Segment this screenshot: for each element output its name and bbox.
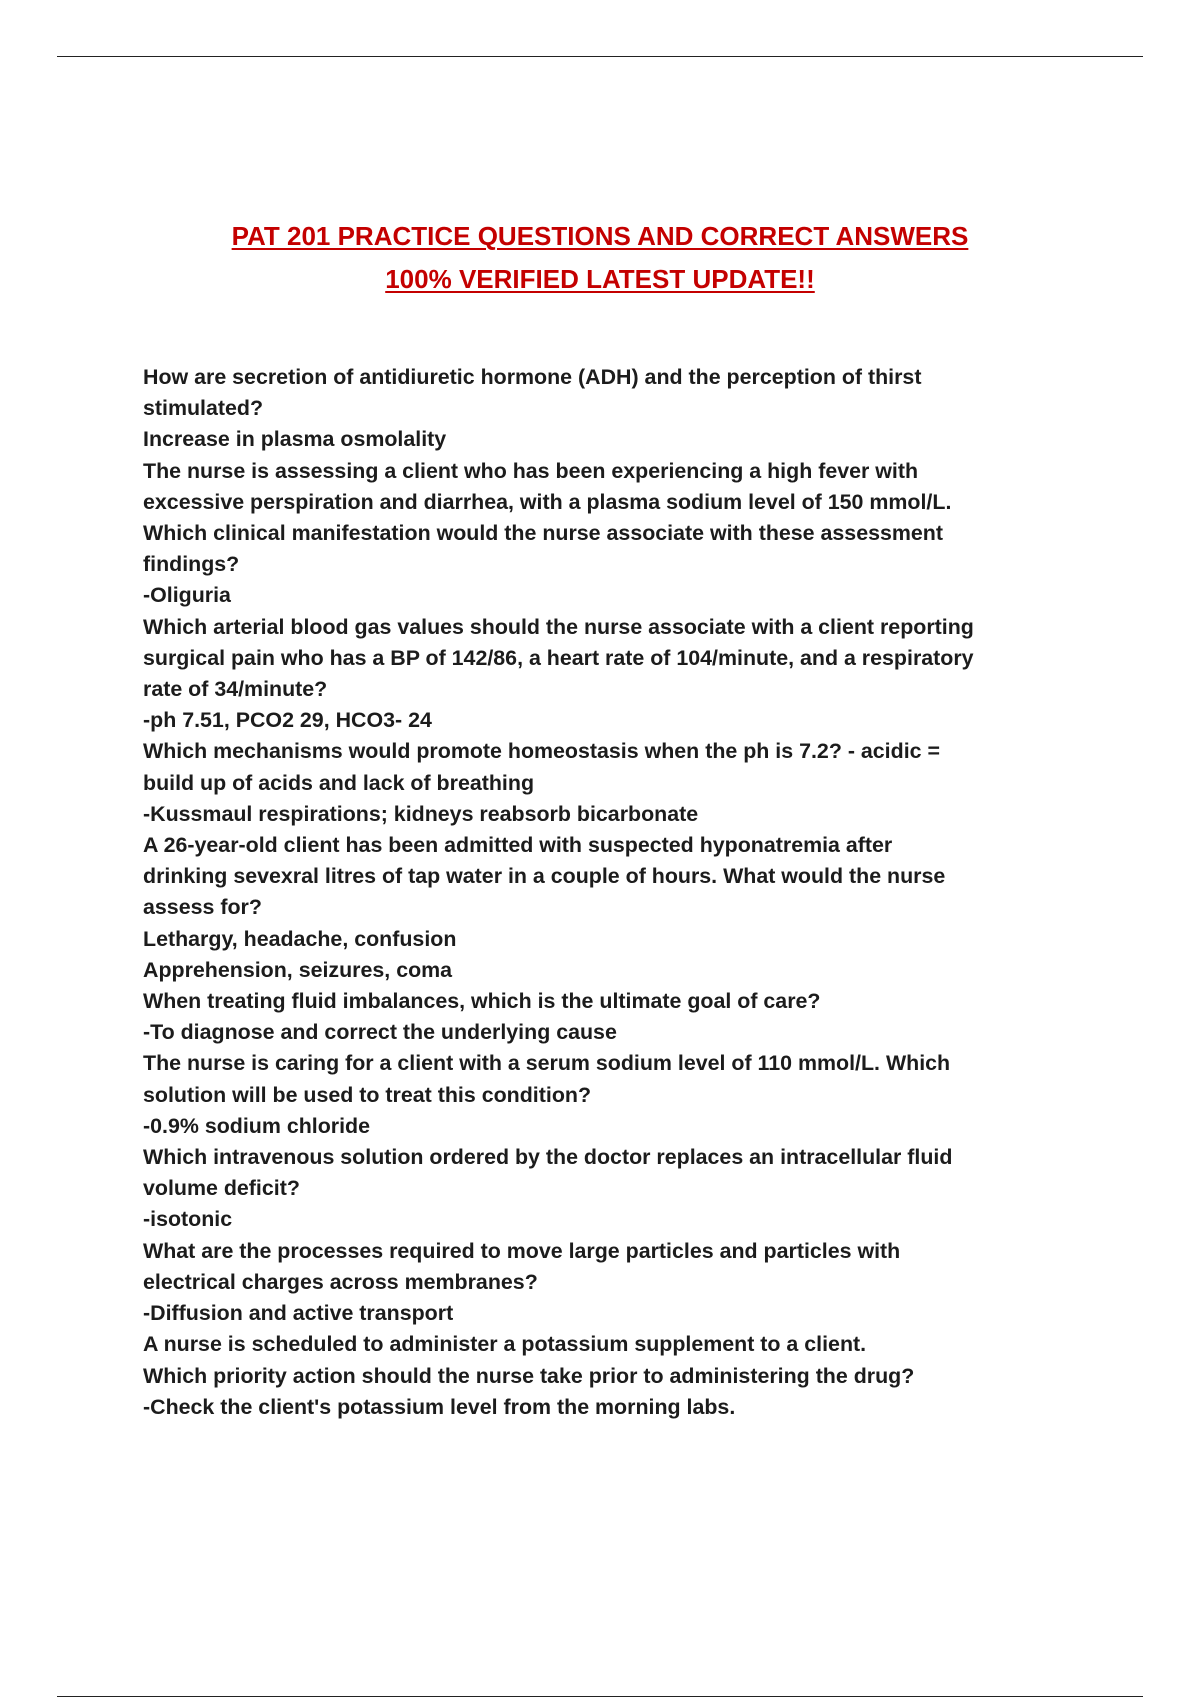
text-line: solution will be used to treat this condition? xyxy=(143,1082,592,1107)
text-line: surgical pain who has a BP of 142/86, a heart rate of 104/minute, and a respiratory xyxy=(143,645,974,670)
text-line: volume deficit? xyxy=(143,1176,300,1201)
text-line: drinking sevexral litres of tap water in a couple of hours. What would the nurse xyxy=(143,864,946,889)
text-line: -Oliguria xyxy=(143,583,231,608)
text-line: rate of 34/minute? xyxy=(143,677,328,702)
text-line: electrical charges across membranes? xyxy=(143,1269,538,1294)
text-line: How are secretion of antidiuretic hormone (ADH) and the perception of thirst xyxy=(143,365,922,389)
text-line: findings? xyxy=(143,552,240,577)
text-line: -isotonic xyxy=(143,1207,233,1232)
text-line: assess for? xyxy=(143,895,262,920)
text-line: excessive perspiration and diarrhea, with a plasma sodium level of 150 mmol/L. xyxy=(143,489,952,514)
text-line: Which clinical manifestation would the nurse associate with these assessment xyxy=(143,521,943,546)
text-line: -Check the client's potassium level from the morning labs. xyxy=(143,1394,736,1419)
text-line: The nurse is caring for a client with a serum sodium level of 110 mmol/L. Which xyxy=(143,1051,951,1076)
text-line: Which mechanisms would promote homeostasis when the ph is 7.2? - acidic = xyxy=(143,739,940,764)
text-line: -Diffusion and active transport xyxy=(143,1301,454,1326)
text-line: -0.9% sodium chloride xyxy=(143,1113,371,1138)
text-line: -To diagnose and correct the underlying cause xyxy=(143,1020,617,1045)
text-line: What are the processes required to move large particles and particles with xyxy=(143,1238,901,1263)
text-line: -ph 7.51, PCO2 29, HCO3- 24 xyxy=(143,708,432,733)
text-line: Lethargy, headache, confusion xyxy=(143,926,457,951)
qa-body xyxy=(143,362,1073,1423)
text-line: Which arterial blood gas values should the nurse associate with a client reporting xyxy=(143,614,974,639)
text-line: Apprehension, seizures, coma xyxy=(143,957,453,982)
text-line: When treating fluid imbalances, which is the ultimate goal of care? xyxy=(143,989,821,1014)
top-rule xyxy=(57,56,1143,57)
document-title xyxy=(0,215,1200,301)
text-line: A 26-year-old client has been admitted with suspected hyponatremia after xyxy=(143,833,893,858)
bottom-rule xyxy=(57,1696,1143,1697)
text-line: Which intravenous solution ordered by the doctor replaces an intracellular fluid xyxy=(143,1145,953,1170)
text-line: Increase in plasma osmolality xyxy=(143,427,447,452)
title-line-1: PAT 201 PRACTICE QUESTIONS AND CORRECT ANSWERS xyxy=(231,221,969,251)
text-line: build up of acids and lack of breathing xyxy=(143,770,535,795)
text-line: The nurse is assessing a client who has been experiencing a high fever with xyxy=(143,458,919,483)
text-line: A nurse is scheduled to administer a potassium supplement to a client. xyxy=(143,1332,867,1357)
text-line: -Kussmaul respirations; kidneys reabsorb bicarbonate xyxy=(143,801,699,826)
text-line: stimulated? xyxy=(143,396,264,421)
title-line-2: 100% VERIFIED LATEST UPDATE!! xyxy=(385,264,815,294)
text-line: Which priority action should the nurse take prior to administering the drug? xyxy=(143,1363,915,1388)
